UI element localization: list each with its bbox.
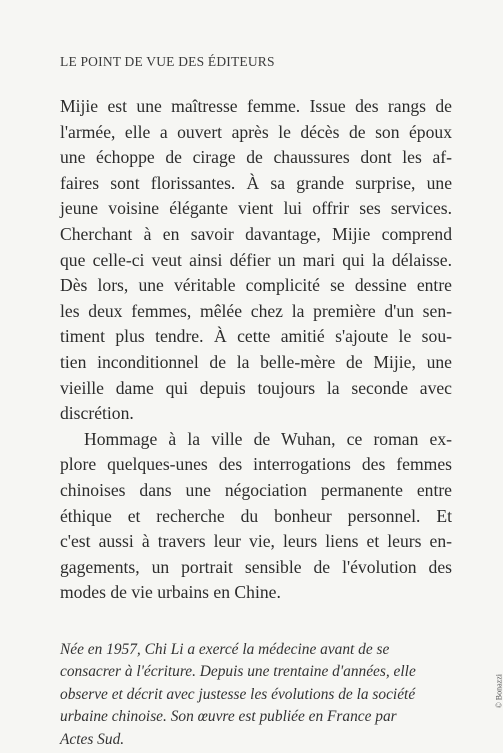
text-line: discrétion. [60,403,134,424]
synopsis-paragraph-2 [60,427,452,606]
text-line: une échoppe de cirage de chaussures dont les af- [60,147,452,168]
section-heading: LE POINT DE VUE DES ÉDITEURS [60,54,275,69]
text-line: tien inconditionnel de la belle-mère de Mijie, une [60,351,452,372]
text-line: modes de vie urbains en Chine. [60,582,281,603]
text-line: vieille dame qui depuis toujours la seconde avec [60,377,452,398]
text-line: plore quelques-unes des interrogations des femmes [60,454,452,475]
text-line: chinoises dans une négociation permanente entre [60,479,452,500]
text-line: Hommage à la ville de Wuhan, ce roman ex- [84,428,452,449]
synopsis [60,94,452,606]
text-line: gagements, un portrait sensible de l'évolution des [60,556,452,577]
text-line: que celle-ci veut ainsi défier un mari qui la délaisse. [60,249,452,270]
text-line: éthique et recherche du bonheur personnel. Et [60,505,452,526]
text-line: les deux femmes, mêlée chez la première d'un sen- [60,300,452,321]
text-line: jeune voisine élégante vient lui offrir ses services. [60,198,452,219]
text-line: l'armée, elle a ouvert après le décès de son époux [60,121,452,142]
text-line: timent plus tendre. À cette amitié s'ajoute le sou- [60,326,452,347]
text-line: faires sont florissantes. À sa grande surprise, une [60,172,452,193]
text-line: Cherchant à en savoir davantage, Mijie comprend [60,223,452,244]
bio-line: consacrer à l'écriture. Depuis une trentaine d'années, elle [60,663,416,681]
text-line: Mijie est une maîtresse femme. Issue des rangs de [60,96,452,116]
author-bio [60,639,452,751]
synopsis-paragraph-1 [60,94,452,427]
text-line: c'est aussi à travers leur vie, leurs liens et leurs en- [60,531,452,552]
bio-line: observe et décrit avec justesse les évolutions de la société [60,685,416,703]
bio-line: Actes Sud. [60,730,125,748]
text-line: Dès lors, une véritable complicité se dessine entre [60,275,452,296]
bio-line: urbaine chinoise. Son œuvre est publiée en France par [60,708,397,726]
photo-credit: © Bonazzi [494,674,503,709]
bio-line: Née en 1957, Chi Li a exercé la médecine avant de se [60,641,390,658]
